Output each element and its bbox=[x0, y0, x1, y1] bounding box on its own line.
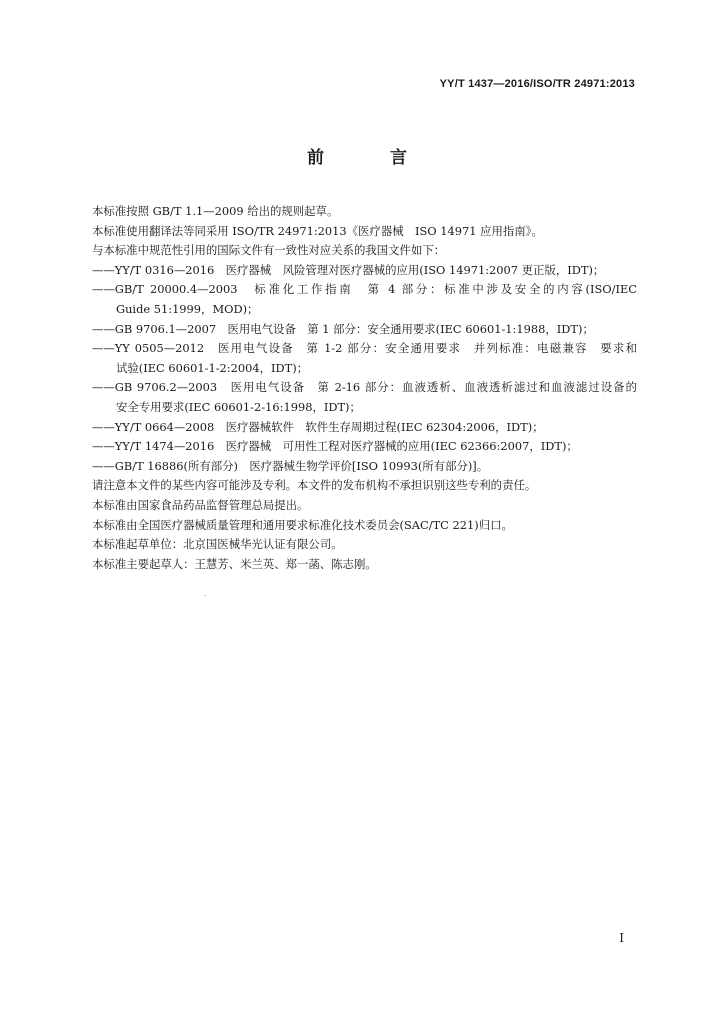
paragraph-references-intro: 与本标准中规范性引用的国际文件有一致性对应关系的我国文件如下： bbox=[92, 243, 446, 258]
paragraph-drafters: 本标准主要起草人：王慧芳、米兰英、郑一菡、陈志刚。 bbox=[92, 556, 377, 571]
reference-item: ——GB 9706.2—2003 医用电气设备 第 2-16 部分：血液透析、血液透析滤过和血液滤过设备的 bbox=[92, 380, 637, 395]
reference-item: ——YY/T 0316—2016 医疗器械 风险管理对医疗器械的应用(ISO 14971:2007 更正版，IDT)； bbox=[92, 262, 605, 277]
reference-item-continuation: 安全专用要求(IEC 60601-2-16:1998，IDT)； bbox=[116, 399, 361, 414]
paragraph-drafting-organization: 本标准起草单位：北京国医械华光认证有限公司。 bbox=[92, 537, 343, 552]
reference-item: ——GB/T 20000.4—2003 标准化工作指南 第 4 部分：标准中涉及安全的内容(ISO/IEC bbox=[92, 282, 637, 297]
reference-item-continuation: 试验(IEC 60601-1-2:2004，IDT)； bbox=[116, 360, 309, 375]
reference-item: ——YY/T 1474—2016 医疗器械 可用性工程对医疗器械的应用(IEC 62366:2007，IDT)； bbox=[92, 439, 578, 454]
paragraph-patent-notice: 请注意本文件的某些内容可能涉及专利。本文件的发布机构不承担识别这些专利的责任。 bbox=[92, 478, 537, 493]
reference-item: ——GB 9706.1—2007 医用电气设备 第 1 部分：安全通用要求(IEC 60601-1:1988，IDT)； bbox=[92, 321, 594, 336]
scan-speck bbox=[205, 595, 206, 596]
reference-item: ——YY/T 0664—2008 医疗器械软件 软件生存周期过程(IEC 62304:2006，IDT)； bbox=[92, 419, 544, 434]
paragraph-drafting-rules: 本标准按照 GB/T 1.1—2009 给出的规则起草。 bbox=[92, 204, 339, 218]
reference-item: ——YY 0505—2012 医用电气设备 第 1-2 部分：安全通用要求 并列标准：电磁兼容 要求和 bbox=[92, 341, 637, 356]
page-number: I bbox=[619, 931, 624, 945]
page-title: 前 言 bbox=[307, 148, 437, 168]
paragraph-technical-committee: 本标准由全国医疗器械质量管理和通用要求标准化技术委员会(SAC/TC 221)归口。 bbox=[92, 517, 513, 532]
reference-item-continuation: Guide 51:1999，MOD)； bbox=[116, 301, 259, 316]
standard-code: YY/T 1437—2016/ISO/TR 24971:2013 bbox=[439, 78, 635, 90]
reference-item: ——GB/T 16886(所有部分) 医疗器械生物学评价[ISO 10993(所有部分)]。 bbox=[92, 458, 489, 473]
paragraph-proposed-by: 本标准由国家食品药品监督管理总局提出。 bbox=[92, 497, 309, 512]
foreword-body bbox=[92, 202, 637, 574]
paragraph-adoption: 本标准使用翻译法等同采用 ISO/TR 24971:2013《医疗器械 ISO 14971 应用指南》。 bbox=[92, 223, 543, 238]
